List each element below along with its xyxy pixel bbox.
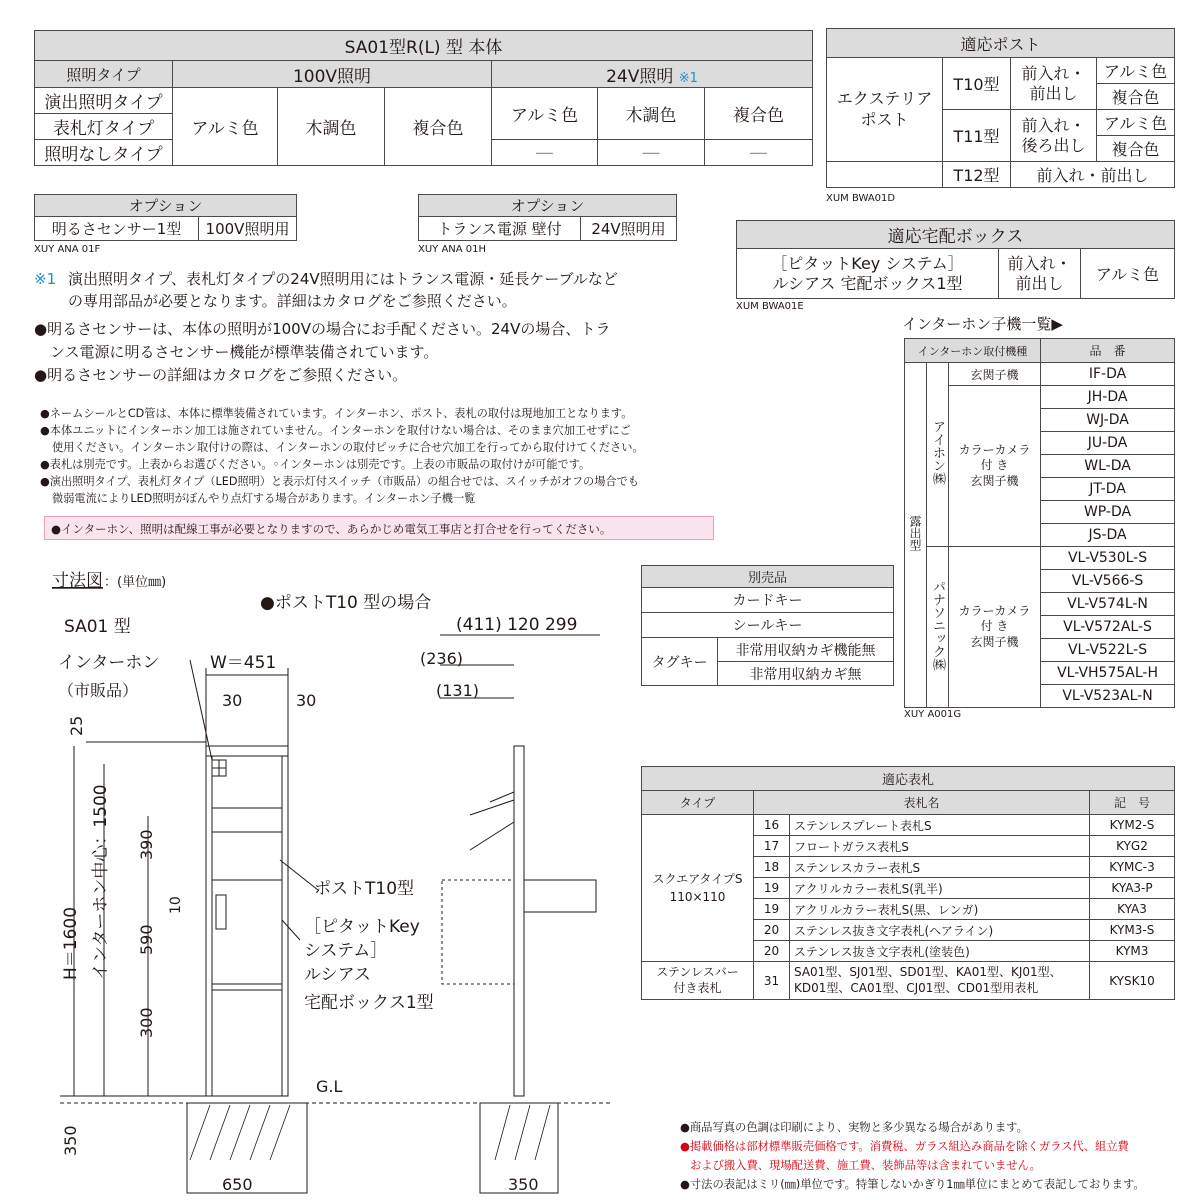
note-mark: ※1 [678,70,698,86]
tag-key-option2: 非常用収納カギ無 [718,662,894,686]
post-code: XUM BWA01D [826,193,896,204]
delivery-table [736,220,1175,299]
24v-label: 24V照明 ※1 [492,61,813,88]
side-box-outline [442,880,514,984]
label-market: （市販品） [58,681,139,700]
nameplate-code: KYG2 [1090,836,1175,857]
option1-title: オプション [35,195,297,217]
tag-key: タグキー [642,638,718,686]
row-lighting-effect: 演出照明タイプ [35,88,173,114]
post-t11-color1: アルミ色 [1097,110,1175,136]
part-number: JU-DA [1041,432,1175,455]
intercom-code: XUY A001G [904,709,962,720]
post-t12: T12型 [943,162,1011,188]
nameplate-no: 18 [754,857,790,878]
100v-label: 100V照明 [173,61,492,88]
dim-side-350: 350 [508,1175,539,1194]
nameplate-name: アクリルカラー表札S(黒、レンガ) [790,899,1090,920]
keypad [216,895,226,929]
square-type: スクエアタイプS 110×110 [642,815,754,962]
dim-30b: 30 [296,691,317,710]
part-number: JT-DA [1041,478,1175,501]
dash: ― [705,140,813,166]
dim-236: (236) [420,649,464,668]
nameplate-name: ステンレスカラー表札S [790,857,1090,878]
exposed-type: 露出型 [905,363,927,708]
label-box1: ［ピタットKey [304,917,420,937]
panasonic-maker: パナソニック㈱ [927,547,949,708]
footer-note1: ●商品写真の色調は印刷により、実物と多少異なる場合があります。 [680,1121,1028,1134]
intercom-col-part: 品 番 [1041,339,1175,363]
dim-30a: 30 [222,691,243,710]
small-note2: ●本体ユニットにインターホン加工は施されていません。インターホンを取付けない場合は、そのまま穴加工せずにご [40,424,631,437]
color-composite-24v: 複合色 [705,88,813,140]
front-inner [212,756,282,1096]
nameplate-name: ステンレス抜き文字表札(塗装色) [790,941,1090,962]
front-top-cap [206,746,288,756]
nameplate-name: ステンレス抜き文字表札(ヘアライン) [790,920,1090,941]
seal-key: シールキー [642,613,894,638]
part-number: VL-V522L-S [1041,639,1175,662]
part-number: VL-V530L-S [1041,547,1175,570]
part-number: VL-V572AL-S [1041,616,1175,639]
small-note5: ●演出照明タイプ、表札灯タイプ（LED照明）と表示灯付スイッチ（市販品）の組合せでは、スイッチがオフの場合でも [40,475,639,488]
nameplate-table [641,766,1175,1000]
option2-title: オプション [419,195,677,217]
main-table-title: SA01型R(L) 型 本体 [35,31,813,61]
note1-line2: の専用部品が必要となります。詳細はカタログをご参照ください。 [68,292,517,310]
drawing-title: 寸法図 [52,571,103,591]
dash: ― [492,140,598,166]
color-composite: 複合色 [385,88,492,166]
front-body [206,756,288,1096]
nameplate-no: 20 [754,920,790,941]
post-t11-color2: 複合色 [1097,136,1175,162]
card-key: カードキー [642,588,894,613]
delivery-color: アルミ色 [1081,249,1175,299]
part-number: IF-DA [1041,363,1175,386]
option2-code: XUY ANA 01H [418,244,487,255]
post-name: エクステリア ポスト [827,58,943,162]
footer-notes [680,1118,1145,1194]
small-note1: ●ネームシールとCD管は、本体に標準装備されています。インターホン、ポスト、表札の取付は現地加工となります。 [40,407,633,420]
bar-no: 31 [754,962,790,1000]
option1-value: 100V照明用 [199,217,297,241]
nameplate-col-type: タイプ [642,791,754,815]
dash: ― [598,140,705,166]
lower-panel [212,990,282,1096]
footer-note3: および搬入費、現場配送費、施工費、装飾品等は含まれていません。 [690,1159,1041,1172]
post-table-title: 適応ポスト [827,29,1175,58]
nameplate-col-code: 記 号 [1090,791,1175,815]
separate-title: 別売品 [642,566,894,588]
part-number: VL-V574L-N [1041,593,1175,616]
drawing-model: SA01 型 [64,617,131,637]
note1-mark: ※1 [34,270,57,288]
small-note4: ●表札は別売です。上表からお選びください。◦インターホンは別売です。上表の市販品の取付けが可能です。 [40,458,591,471]
label-box3: ルシアス [304,965,371,985]
nameplate-code: KYM3-S [1090,920,1175,941]
nameplate-code: KYM3 [1090,941,1175,962]
dim-intercom-center: インターホン中心：1500 [91,784,111,980]
dim-height: H＝1600 [61,906,81,980]
post-t12-opening: 前入れ・前出し [1011,162,1175,188]
label-post: ポストT10型 [314,879,415,899]
drawing-case: ●ポストT10 型の場合 [260,593,432,613]
option2-value: 24V照明用 [581,217,677,241]
color-aluminum: アルミ色 [173,88,278,166]
sensor-note2: ●明るさセンサーの詳細はカタログをご参照ください。 [34,366,408,384]
side-box-depth [524,880,596,912]
color-wood-24v: 木調色 [598,88,705,140]
delivery-title: 適応宅配ボックス [737,221,1175,249]
separate-table [641,565,894,686]
dim-350: 350 [61,1125,80,1156]
intercom-col-model: インターホン取付機種 [905,339,1041,363]
nameplate-code: KYA3 [1090,899,1175,920]
nameplate-col-name: 表札名 [754,791,1090,815]
nameplate-title: 適応表札 [642,767,1175,791]
footer-note2: ●掲載価格は部材標準販売価格です。消費税、ガラス組込み商品を除くガラス代、組立費 [680,1140,1129,1153]
main-table [34,30,813,166]
label-box4: 宅配ボックス1型 [304,993,434,1013]
nameplate-no: 19 [754,899,790,920]
sensor-note1: ●明るさセンサーは、本体の照明が100Vの場合にお手配ください。24Vの場合、トラ [34,320,611,338]
part-number: WJ-DA [1041,409,1175,432]
post-t10-opening: 前入れ・ 前出し [1011,58,1097,110]
dim-width: W＝451 [210,653,277,673]
part-number: JH-DA [1041,386,1175,409]
intercom-table [904,338,1175,708]
wiring-warning: ●インターホン、照明は配線工事が必要となりますので、あらかじめ電気工事店と打合せを行ってください。 [44,516,714,540]
post-table [826,28,1175,188]
note1 [34,268,618,312]
option1-item: 明るさセンサー1型 [35,217,199,241]
row-no-light: 照明なしタイプ [35,140,173,166]
delivery-opening: 前入れ・ 前出し [999,249,1081,299]
entrance-unit: 玄関子機 [949,363,1041,386]
dim-650: 650 [222,1175,253,1194]
post-slot [212,808,282,832]
nameplate-no: 17 [754,836,790,857]
side-body [514,746,524,1096]
option1-code: XUY ANA 01F [34,244,101,255]
small-note6: 微弱電流によりLED照明がぼんやり点灯する場合があります。インターホン子機一覧 [52,492,476,505]
dim-300: 300 [137,1007,156,1038]
delivery-code: XUM BWA01E [736,301,804,312]
camera-unit-panasonic: カラーカメラ 付 き 玄関子機 [949,547,1041,708]
drawing-unit: ：(単位㎜) [104,575,167,590]
sensor-notes [34,318,610,387]
bar-name: SA01型、SJ01型、SD01型、KA01型、KJ01型、 KD01型、CA01型、CJ01型、CD01型用表札 [790,962,1090,1000]
part-number: WP-DA [1041,501,1175,524]
dim-590: 590 [137,924,156,955]
post-t11: T11型 [943,110,1011,162]
dim-10: 10 [168,896,184,914]
bar-code: KYSK10 [1090,962,1175,1000]
box-door [212,880,282,984]
delivery-name: ［ピタットKey システム］ ルシアス 宅配ボックス1型 [737,249,999,299]
nameplate-no: 16 [754,815,790,836]
part-number: WL-DA [1041,455,1175,478]
camera-unit-aiphone: カラーカメラ 付 き 玄関子機 [949,386,1041,547]
small-note3: 使用ください。インターホン取付けの際は、インターホンの取付ピッチに合せ穴加工を行ってから取付けてください。 [52,441,644,454]
footer-note4: ●寸法の表記はミリ(㎜)単位です。特筆しないかぎり1㎜単位にまとめて表記しております。 [680,1178,1145,1191]
label-gl: G.L [316,1077,343,1096]
aiphone-maker: アイホン㈱ [927,363,949,547]
post-t10: T10型 [943,58,1011,110]
color-wood: 木調色 [278,88,385,166]
dim-side-top: (411) 120 299 [456,615,578,635]
nameplate-code: KYM2-S [1090,815,1175,836]
nameplate-no: 19 [754,878,790,899]
dim-131: (131) [436,681,480,700]
dim-390: 390 [137,829,156,860]
tag-key-option1: 非常用収納カギ機能無 [718,638,894,662]
nameplate-code: KYA3-P [1090,878,1175,899]
sensor-note1b: ンス電源に明るさセンサー機能が標準装備されています。 [50,343,439,361]
bar-type: ステンレスバー 付き表札 [642,962,754,1000]
label-intercom: インターホン [58,653,160,673]
small-notes [40,405,644,507]
post-t11-opening: 前入れ・ 後ろ出し [1011,110,1097,162]
lighting-type-label: 照明タイプ [35,61,173,88]
note1-line1: 演出照明タイプ、表札灯タイプの24V照明用にはトランス電源・延長ケーブルなど [68,270,618,288]
part-number: VL-V523AL-N [1041,685,1175,708]
part-number: JS-DA [1041,524,1175,547]
part-number: VL-VH575AL-H [1041,662,1175,685]
option2-table [418,194,677,241]
nameplate-no: 20 [754,941,790,962]
post-t10-color1: アルミ色 [1097,58,1175,84]
nameplate-code: KYMC-3 [1090,857,1175,878]
intercom-heading: インターホン子機一覧▶ [902,315,1063,333]
dim-25: 25 [67,715,86,736]
nameplate-name: アクリルカラー表札S(乳半) [790,878,1090,899]
part-number: VL-V566-S [1041,570,1175,593]
post-t10-color2: 複合色 [1097,84,1175,110]
label-box2: システム］ [304,941,388,961]
option1-table [34,194,297,241]
nameplate-name: ステンレスプレート表札S [790,815,1090,836]
row-nameplate-light: 表札灯タイプ [35,114,173,140]
option2-item: トランス電源 壁付 [419,217,581,241]
nameplate-name: フロートガラス表札S [790,836,1090,857]
color-aluminum-24v: アルミ色 [492,88,598,140]
dimension-drawing [0,560,640,1200]
